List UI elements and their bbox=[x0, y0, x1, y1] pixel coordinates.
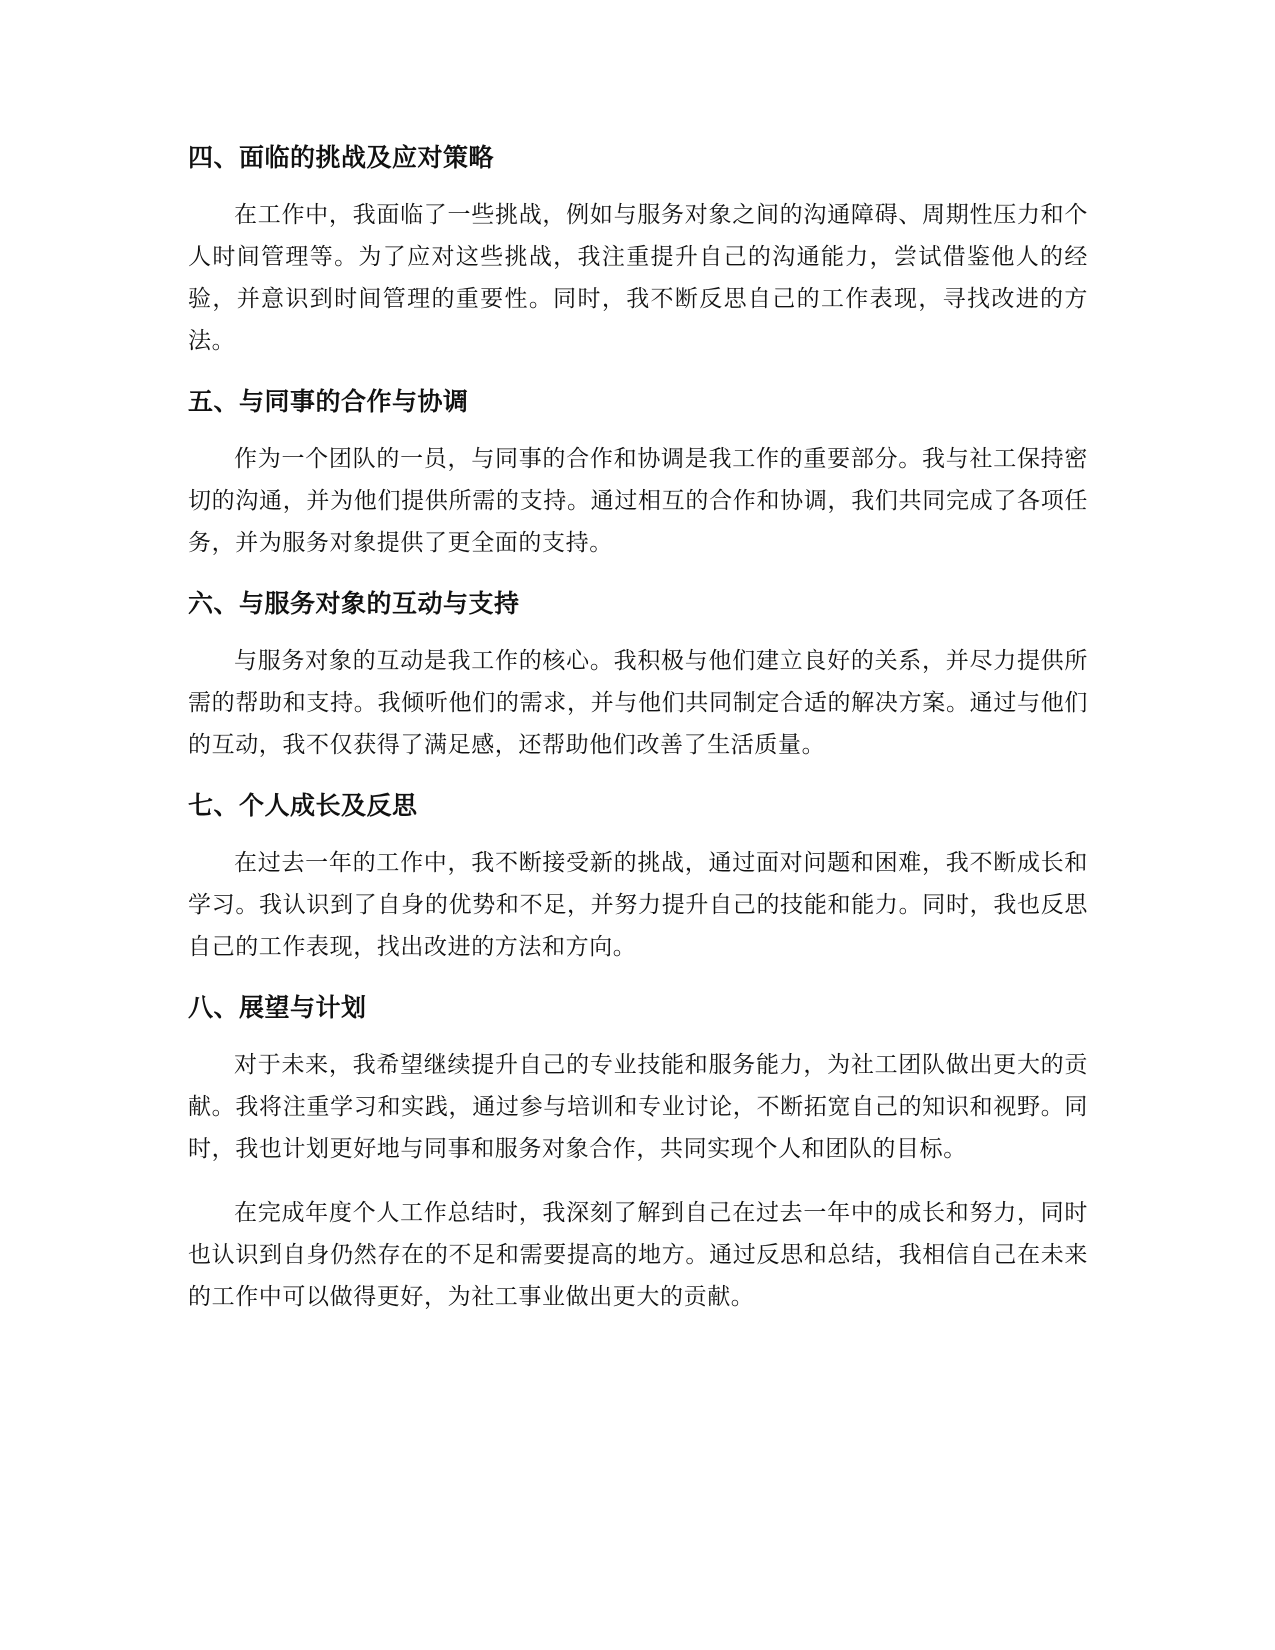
section-paragraph: 作为一个团队的一员，与同事的合作和协调是我工作的重要部分。我与社工保持密切的沟通，并为他们提供所需的支持。通过相互的合作和协调，我们共同完成了各项任务，并为服务对象提供了更全面的支持。 bbox=[188, 446, 1088, 556]
section-paragraph: 在工作中，我面临了一些挑战，例如与服务对象之间的沟通障碍、周期性压力和个人时间管理等。为了应对这些挑战，我注重提升自己的沟通能力，尝试借鉴他人的经验，并意识到时间管理的重要性。同时，我不断反思自己的工作表现，寻找改进的方法。 bbox=[188, 202, 1088, 354]
closing-paragraph: 在完成年度个人工作总结时，我深刻了解到自己在过去一年中的成长和努力，同时也认识到自身仍然存在的不足和需要提高的地方。通过反思和总结，我相信自己在未来的工作中可以做得更好，为社工事业做出更大的贡献。 bbox=[188, 1200, 1088, 1310]
section-paragraph: 对于未来，我希望继续提升自己的专业技能和服务能力，为社工团队做出更大的贡献。我将注重学习和实践，通过参与培训和专业讨论，不断拓宽自己的知识和视野。同时，我也计划更好地与同事和服务对象合作，共同实现个人和团队的目标。 bbox=[188, 1052, 1088, 1162]
section-colleague-cooperation bbox=[188, 384, 1088, 564]
section-client-interaction bbox=[188, 586, 1088, 766]
section-heading: 八、展望与计划 bbox=[188, 993, 367, 1022]
document-page bbox=[188, 140, 1088, 1340]
section-personal-growth bbox=[188, 788, 1088, 968]
section-paragraph: 与服务对象的互动是我工作的核心。我积极与他们建立良好的关系，并尽力提供所需的帮助和支持。我倾听他们的需求，并与他们共同制定合适的解决方案。通过与他们的互动，我不仅获得了满足感，还帮助他们改善了生活质量。 bbox=[188, 648, 1088, 758]
section-heading: 七、个人成长及反思 bbox=[188, 791, 418, 820]
section-challenges bbox=[188, 140, 1088, 362]
section-heading: 六、与服务对象的互动与支持 bbox=[188, 589, 520, 618]
section-heading: 五、与同事的合作与协调 bbox=[188, 387, 469, 416]
section-heading: 四、面临的挑战及应对策略 bbox=[188, 143, 495, 172]
section-paragraph: 在过去一年的工作中，我不断接受新的挑战，通过面对问题和困难，我不断成长和学习。我认识到了自身的优势和不足，并努力提升自己的技能和能力。同时，我也反思自己的工作表现，找出改进的方法和方向。 bbox=[188, 850, 1088, 960]
section-outlook-plan bbox=[188, 990, 1088, 1318]
